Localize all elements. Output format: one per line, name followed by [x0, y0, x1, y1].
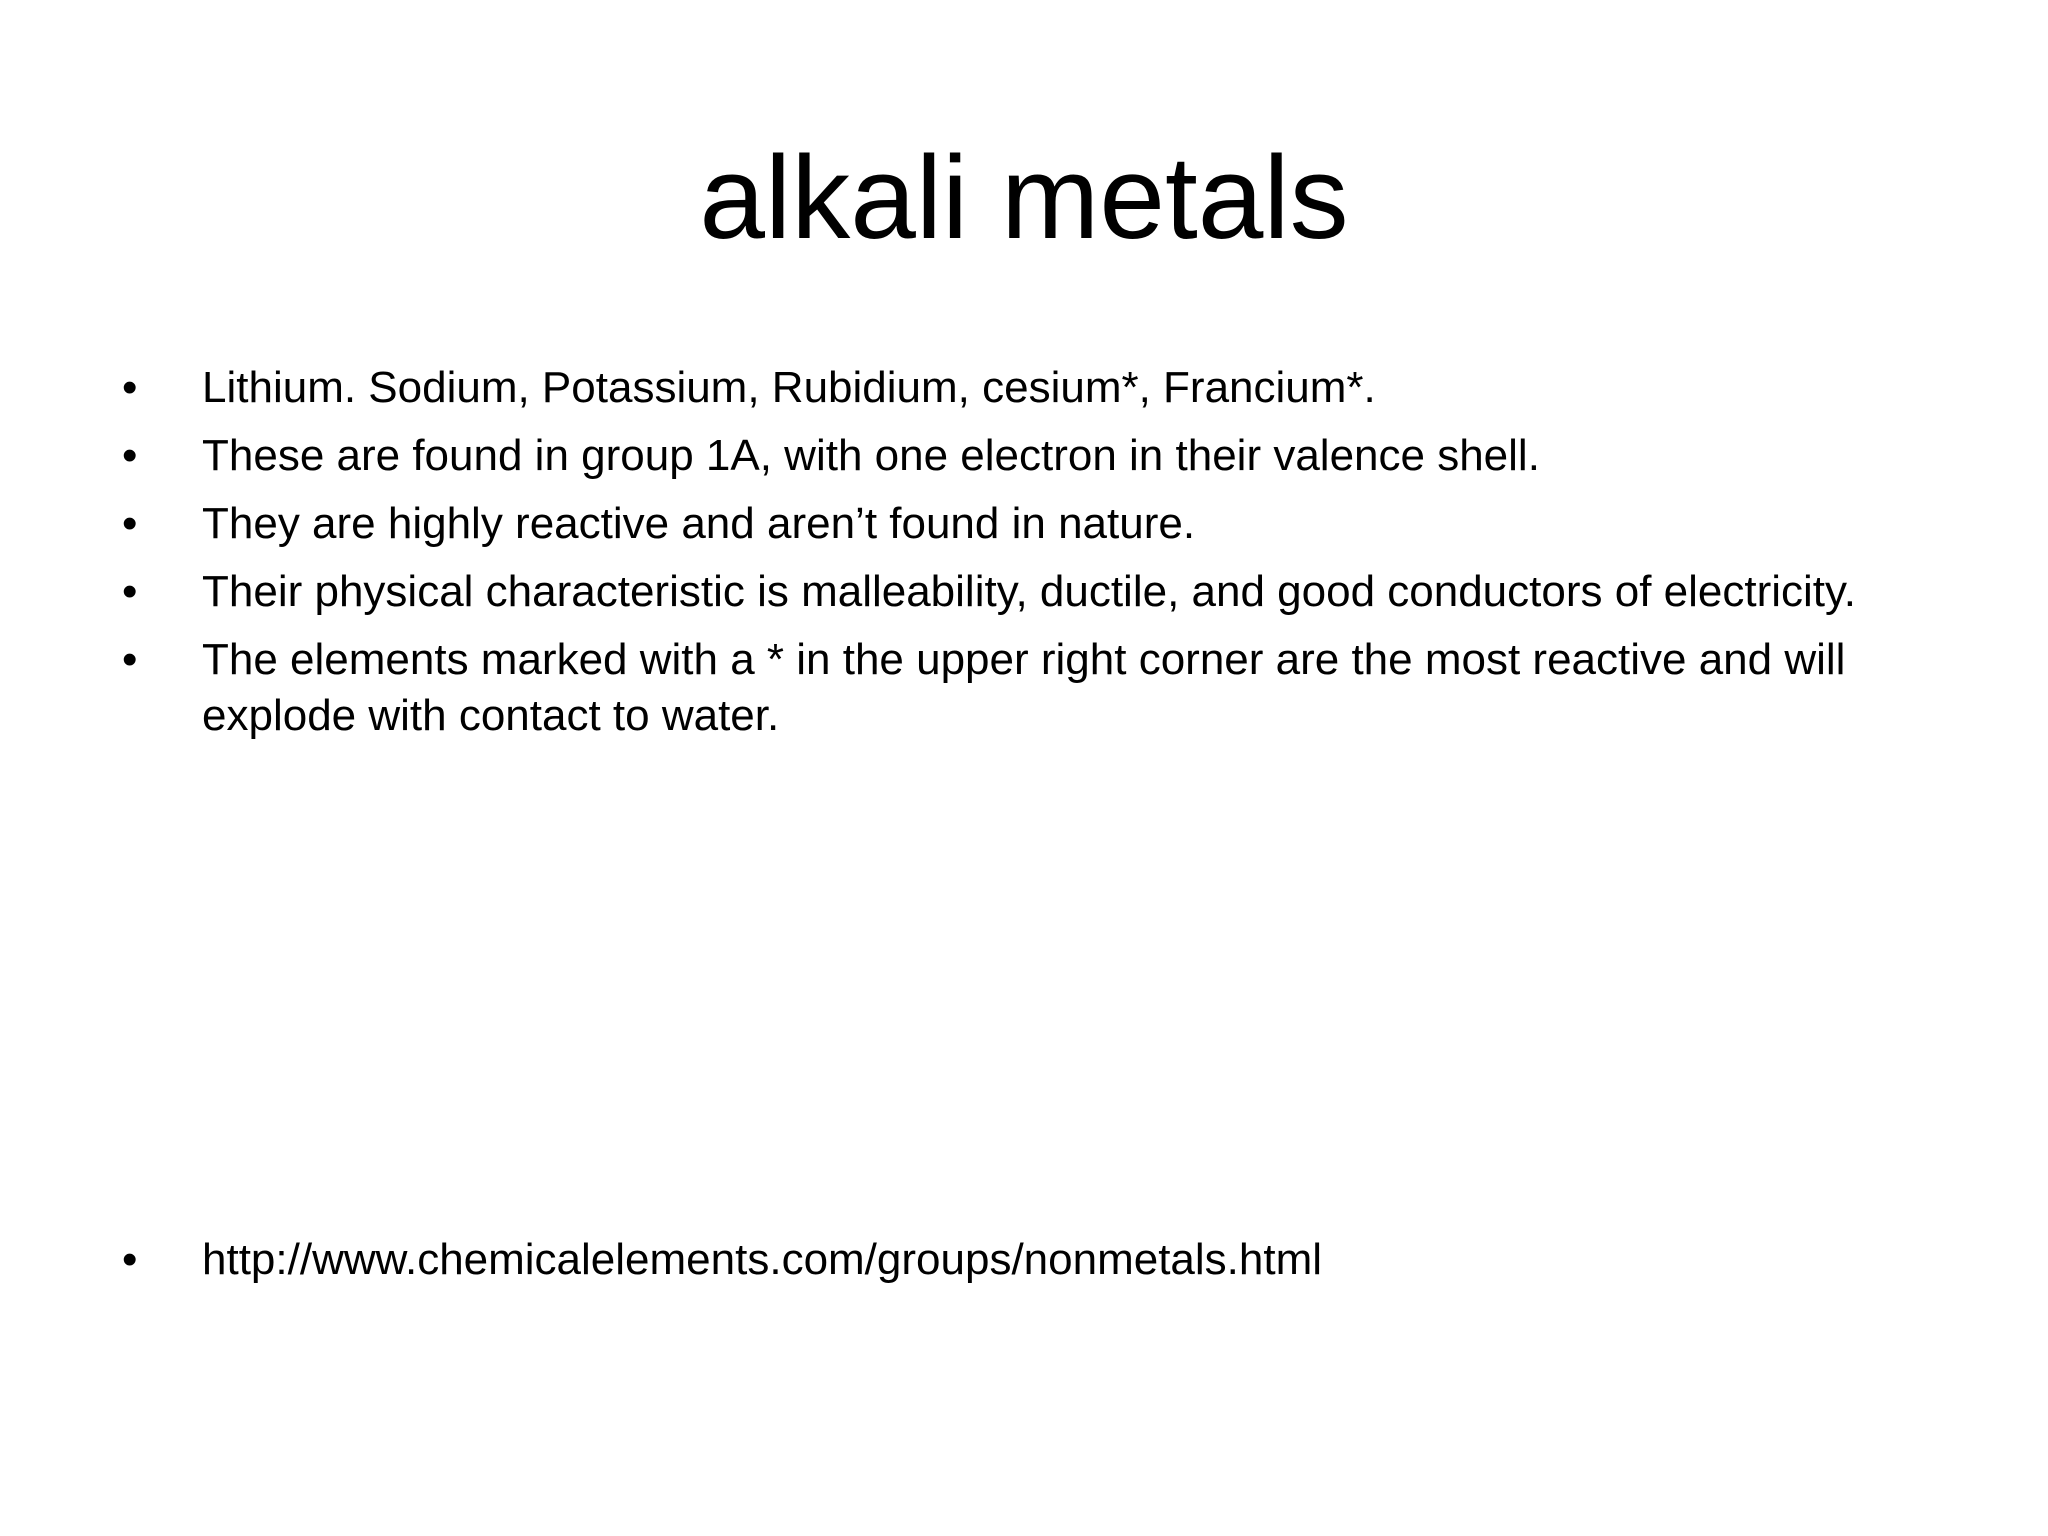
bullet-list — [0, 360, 2048, 756]
bullet-text: They are highly reactive and aren’t found in nature. — [202, 499, 1196, 548]
bullet-item — [0, 632, 2048, 744]
bullet-dot-icon: • — [122, 567, 138, 616]
bullet-dot-icon: • — [122, 431, 138, 480]
bullet-dot-icon: • — [122, 1235, 138, 1284]
bullet-dot-icon: • — [122, 363, 138, 412]
bullet-item — [0, 564, 2048, 620]
bullet-item — [0, 360, 2048, 416]
bullet-item — [0, 428, 2048, 484]
bullet-text: The elements marked with a * in the upper right corner are the most reactive and will explode with contact to water. — [202, 635, 1846, 740]
bullet-dot-icon: • — [122, 499, 138, 548]
bullet-text: Lithium. Sodium, Potassium, Rubidium, cesium*, Francium*. — [202, 363, 1376, 412]
bullet-text: These are found in group 1A, with one electron in their valence shell. — [202, 431, 1540, 480]
slide-title: alkali metals — [699, 132, 1349, 264]
source-item — [0, 1232, 2048, 1288]
bullet-text: Their physical characteristic is malleability, ductile, and good conductors of electricity. — [202, 567, 1856, 616]
source-list — [0, 1232, 2048, 1300]
bullet-dot-icon: • — [122, 635, 138, 684]
source-link[interactable]: http://www.chemicalelements.com/groups/nonmetals.html — [202, 1235, 1323, 1284]
bullet-item — [0, 496, 2048, 552]
